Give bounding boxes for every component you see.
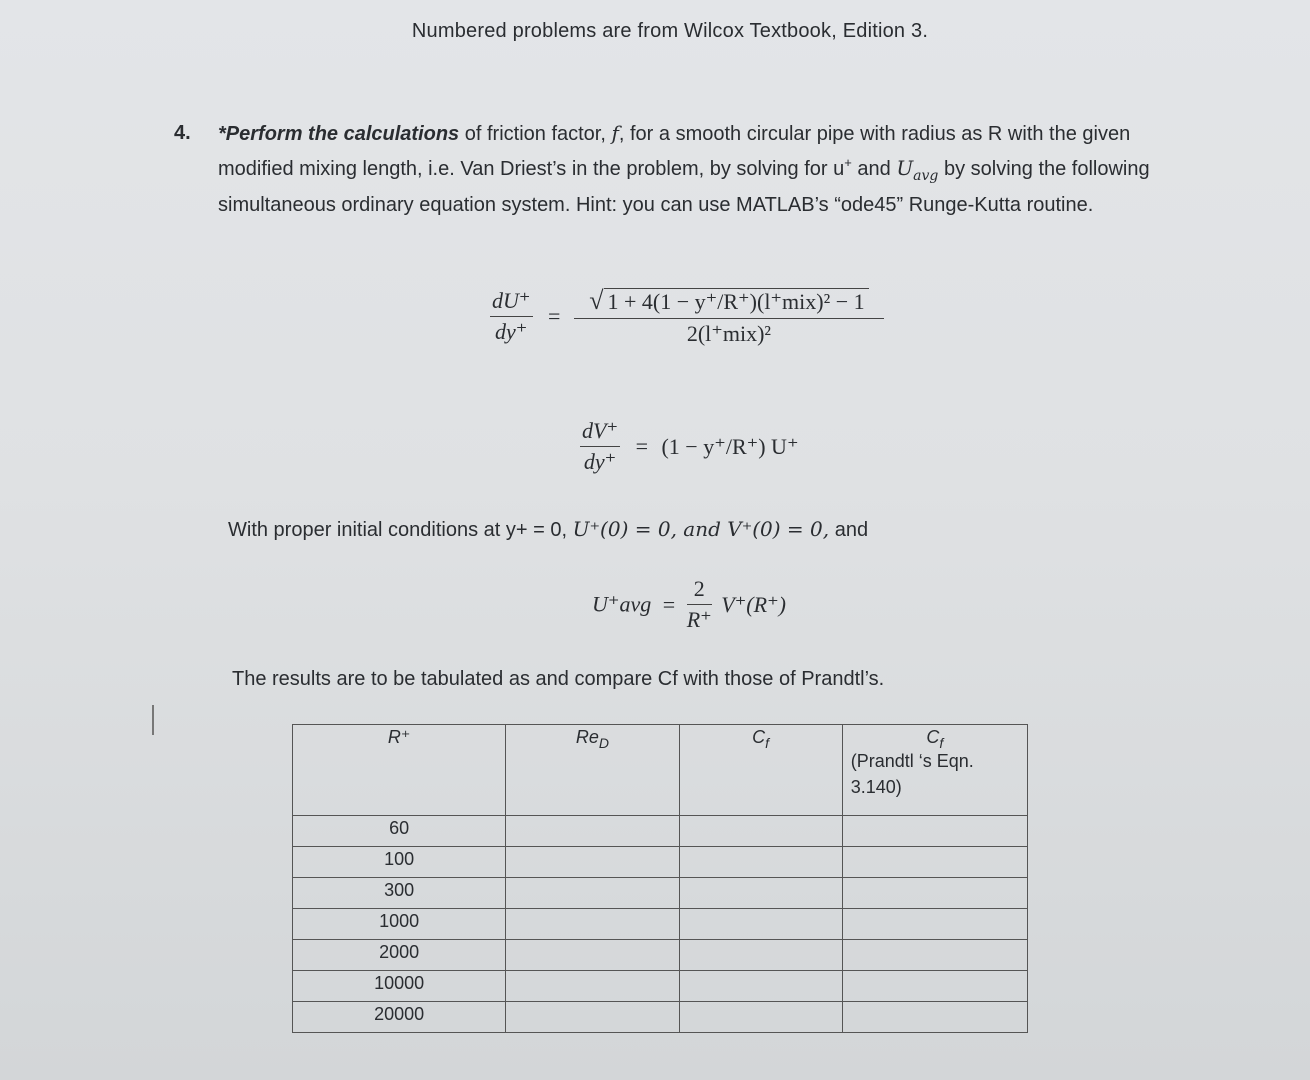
header-re-label: Re (575, 727, 599, 747)
cf-prandtl-cell (842, 816, 1027, 847)
header-cf-prandtl (842, 725, 1027, 816)
header-cf-prandtl-symbol (851, 727, 1019, 751)
results-table (292, 724, 1028, 1033)
problem-number: 4. (174, 122, 191, 144)
eq1-lhs-denominator: dy⁺ (495, 319, 528, 344)
initial-conditions-math: U⁺(0) = 0, and V⁺(0) = 0, (572, 517, 830, 541)
header-cf-sub: f (765, 735, 770, 751)
eq3-fraction (687, 576, 712, 633)
problem-emphasis: *Perform the calculations (218, 123, 460, 145)
r-plus-cell: 300 (293, 878, 506, 909)
cf-cell (679, 847, 842, 878)
header-cf2-label: C (926, 727, 940, 747)
prandtl-note: (Prandtl ‘s Eqn. 3.140) (850, 751, 974, 797)
table-header-row (293, 725, 1028, 816)
equals-sign: = (548, 303, 561, 329)
cf-prandtl-cell (842, 1002, 1027, 1033)
re-cell (506, 816, 679, 847)
r-plus-cell: 1000 (293, 909, 506, 940)
equals-sign: = (662, 591, 676, 617)
problem-text-part: of friction factor, (459, 123, 612, 145)
cf-cell (679, 940, 842, 971)
eq2-rhs: (1 − y⁺/R⁺) U⁺ (661, 433, 799, 459)
problem-text-part: , for a smooth circular pipe with radius as R with the given modified mixing length, i.e. Van Driest’s in the problem, by solving for u (218, 123, 1131, 180)
header-r-plus (293, 725, 506, 816)
table-row (293, 971, 1028, 1002)
equation-dv-dy (580, 418, 799, 475)
avg-subscript: avg (913, 168, 939, 184)
cf-prandtl-cell (842, 878, 1027, 909)
cf-prandtl-cell (842, 847, 1027, 878)
eq2-lhs-numerator: dV⁺ (580, 418, 620, 447)
r-plus-cell: 60 (293, 816, 506, 847)
eq3-lhs: U⁺avg (592, 591, 652, 617)
r-plus-cell: 100 (293, 847, 506, 878)
re-cell (506, 847, 679, 878)
table-row (293, 909, 1028, 940)
friction-factor-symbol: f (611, 121, 619, 145)
results-sentence: The results are to be tabulated as and compare Cf with those of Prandtl’s. (232, 668, 885, 690)
sqrt-content: 1 + 4(1 − y⁺/R⁺)(l⁺mix)² − 1 (604, 288, 869, 314)
problem-text-part: and (851, 158, 897, 180)
eq3-denominator: R⁺ (686, 607, 712, 632)
header-cf2-sub: f (939, 735, 944, 751)
re-cell (506, 971, 679, 1002)
equation-u-avg (592, 576, 786, 633)
r-plus-cell: 2000 (293, 940, 506, 971)
page-header: Numbered problems are from Wilcox Textbook, Edition 3. (411, 20, 929, 42)
r-plus-cell: 20000 (293, 1002, 506, 1033)
table-row (293, 940, 1028, 971)
table-row (293, 847, 1028, 878)
sqrt-sign: √ (589, 286, 604, 315)
header-r-plus-label: R⁺ (387, 727, 411, 747)
eq2-lhs (580, 418, 620, 475)
initial-conditions-suffix: and (829, 519, 869, 541)
problem-text-part: by solving the following simultaneous ordinary equation system. Hint: you can use MATLAB’s “ode45” Runge-Kutta routine. (218, 158, 1150, 216)
re-cell (506, 909, 679, 940)
text-cursor-mark (152, 705, 154, 735)
cf-cell (679, 878, 842, 909)
eq1-lhs (490, 288, 533, 345)
header-re-d (506, 725, 679, 816)
cf-cell (679, 1002, 842, 1033)
re-cell (506, 878, 679, 909)
equation-du-dy (490, 286, 884, 347)
header-cf (679, 725, 842, 816)
r-plus-cell: 10000 (293, 971, 506, 1002)
cf-cell (679, 816, 842, 847)
eq1-rhs-denominator: 2(l⁺mix)² (686, 321, 772, 346)
cf-cell (679, 971, 842, 1002)
cf-cell (679, 909, 842, 940)
eq1-lhs-numerator: dU⁺ (490, 288, 533, 317)
eq1-rhs (574, 286, 884, 347)
problem-text (218, 116, 1170, 222)
re-cell (506, 1002, 679, 1033)
header-re-sub: D (598, 735, 609, 751)
table-row (293, 816, 1028, 847)
initial-conditions-line (228, 517, 868, 542)
eq3-numerator: 2 (687, 576, 712, 605)
initial-conditions-prefix: With proper initial conditions at y+ = 0, (228, 519, 573, 541)
eq1-rhs-numerator (574, 286, 884, 319)
cf-prandtl-cell (842, 971, 1027, 1002)
plus-superscript: + (844, 155, 852, 170)
u-avg-symbol: U (896, 156, 914, 180)
table-row (293, 1002, 1028, 1033)
eq2-lhs-denominator: dy⁺ (583, 449, 617, 474)
cf-prandtl-cell (842, 909, 1027, 940)
eq3-rhs: V⁺(R⁺) (721, 591, 787, 617)
header-cf-label: C (752, 727, 766, 747)
equals-sign: = (635, 433, 648, 459)
table-row (293, 878, 1028, 909)
problem-4 (170, 116, 1170, 222)
re-cell (506, 940, 679, 971)
cf-prandtl-cell (842, 940, 1027, 971)
